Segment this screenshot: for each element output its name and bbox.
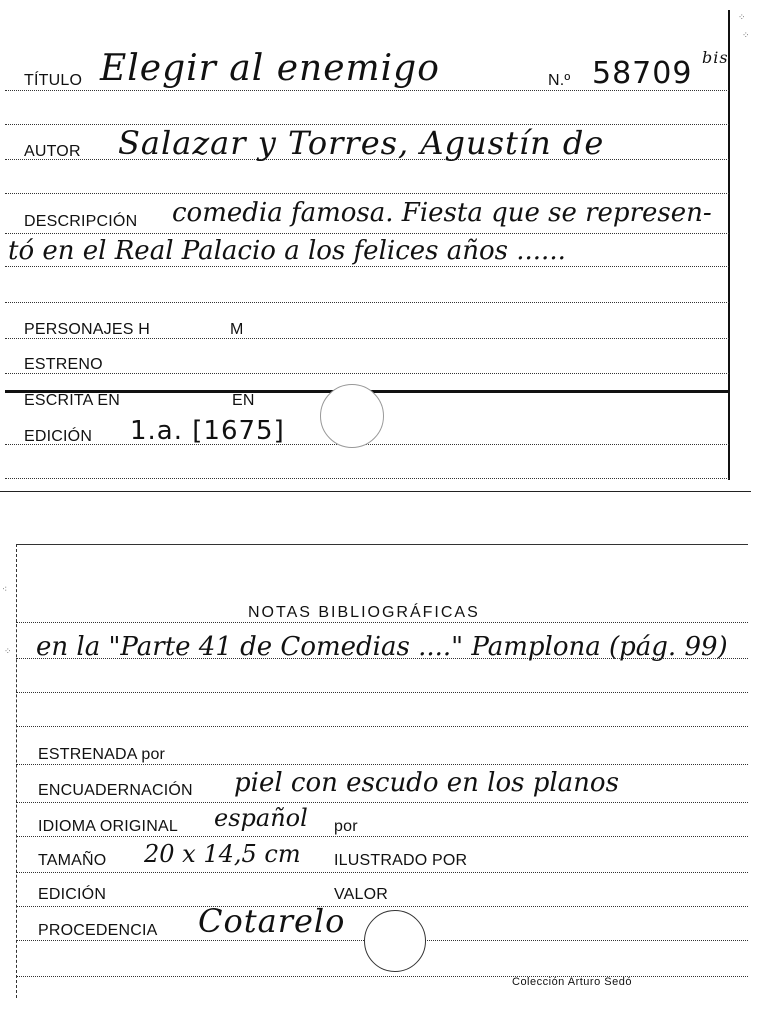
rule-line	[5, 478, 729, 479]
personajes-m-label: M	[230, 321, 244, 338]
titulo-value: Elegir al enemigo	[100, 48, 440, 89]
notas-title: NOTAS BIBLIOGRÁFICAS	[248, 604, 480, 621]
procedencia-label: PROCEDENCIA	[38, 922, 158, 939]
idioma-label: IDIOMA ORIGINAL	[38, 818, 178, 835]
front-card	[0, 0, 759, 492]
rule-line	[5, 233, 729, 234]
estreno-label: ESTRENO	[24, 356, 103, 373]
numero-suffix: bis	[702, 48, 729, 67]
rule-line	[5, 373, 729, 374]
edicion-label: EDICIÓN	[24, 428, 93, 445]
encuadernacion-value: piel con escudo en los planos	[234, 768, 619, 798]
edicion-value: 1.a. [1675]	[130, 416, 285, 446]
tamano-value: 20 x 14,5 cm	[144, 840, 301, 868]
front-card-bottom-edge	[0, 491, 751, 492]
back-card-left-edge	[16, 544, 17, 998]
rule-line	[16, 872, 748, 873]
speck: ⁘	[4, 646, 12, 656]
escrita-en-second-label: EN	[232, 392, 255, 409]
escrita-en-label: ESCRITA EN	[24, 392, 120, 409]
rule-line	[5, 302, 729, 303]
speck: ⁘	[742, 30, 750, 40]
notas-value: en la "Parte 41 de Comedias ...." Pamplona (pág. 99)	[36, 632, 728, 662]
coleccion-credit: Colección Arturo Sedó	[512, 976, 632, 988]
descripcion-value-line1: comedia famosa. Fiesta que se represen-	[172, 198, 712, 228]
rule-line	[16, 622, 748, 623]
encuadernacion-label: ENCUADERNACIÓN	[38, 782, 193, 799]
ilustrado-label: ILUSTRADO POR	[334, 852, 468, 869]
rule-line	[5, 193, 729, 194]
punch-hole	[320, 384, 384, 448]
rule-line	[16, 906, 748, 907]
valor-label: VALOR	[334, 886, 389, 903]
descripcion-label: DESCRIPCIÓN	[24, 213, 138, 230]
back-edicion-label: EDICIÓN	[38, 886, 107, 903]
tamano-label: TAMAÑO	[38, 852, 107, 869]
punch-hole	[364, 910, 426, 972]
rule-line	[5, 266, 729, 267]
estrenada-label: ESTRENADA por	[38, 746, 166, 763]
speck: ⁖	[2, 584, 8, 594]
rule-line	[16, 764, 748, 765]
rule-line	[16, 726, 748, 727]
titulo-label: TÍTULO	[24, 72, 83, 89]
front-card-right-border	[728, 10, 730, 480]
procedencia-value: Cotarelo	[198, 902, 346, 940]
speck: ⁘	[738, 12, 746, 22]
personajes-h-label: PERSONAJES H	[24, 321, 150, 338]
rule-line	[16, 692, 748, 693]
numero-value: 58709	[592, 56, 693, 91]
rule-line	[16, 976, 748, 977]
idioma-por-label: por	[334, 818, 358, 835]
rule-line	[16, 802, 748, 803]
numero-label: N.º	[548, 72, 571, 89]
autor-value: Salazar y Torres, Agustín de	[118, 124, 605, 162]
idioma-value: español	[214, 804, 308, 832]
back-card-top-edge	[16, 544, 748, 545]
back-card	[0, 540, 759, 1028]
autor-label: AUTOR	[24, 143, 81, 160]
rule-line	[16, 836, 748, 837]
descripcion-value-line2: tó en el Real Palacio a los felices años ......	[8, 236, 566, 266]
